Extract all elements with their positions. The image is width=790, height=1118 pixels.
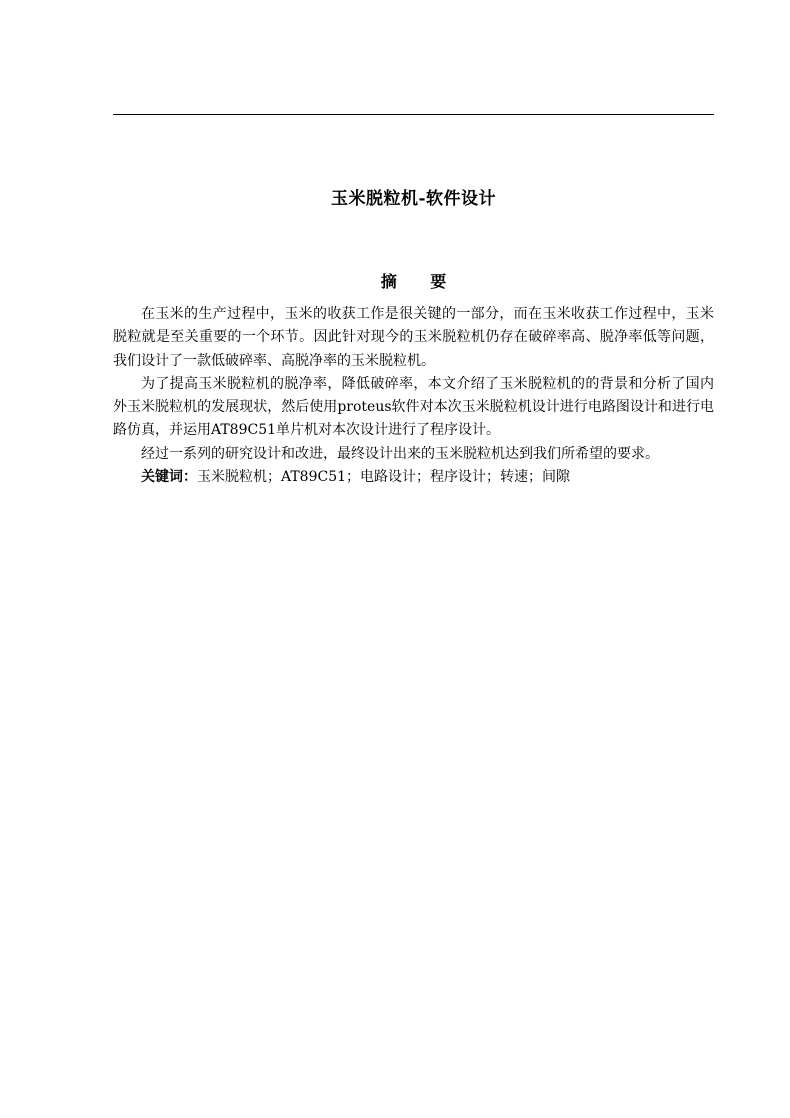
abstract-heading: 摘 要 [380, 272, 461, 291]
abstract-paragraph: 为了提高玉米脱粒机的脱净率，降低破碎率，本文介绍了玉米脱粒机的的背景和分析了国内外玉米脱粒机的发展现状，然后使用proteus软件对本次玉米脱粒机设计进行电路图设计和进行电路仿真，并运用AT89C51单片机对本次设计进行了程序设计。 [113, 375, 714, 439]
document-title: 玉米脱粒机-软件设计 [330, 189, 497, 209]
keywords-text: 玉米脱粒机；AT89C51；电路设计；程序设计；转速；间隙 [197, 469, 571, 486]
keywords-label: 关键词： [141, 469, 197, 486]
abstract-paragraph: 在玉米的生产过程中，玉米的收获工作是很关键的一部分，而在玉米收获工作过程中，玉米脱粒就是至关重要的一个环节。因此针对现今的玉米脱粒机仍存在破碎率高、脱净率低等问题，我们设计了一款低破碎率、高脱净率的玉米脱粒机。 [113, 306, 714, 369]
abstract-body [113, 303, 714, 489]
header-rule [113, 114, 714, 115]
abstract-paragraph: 经过一系列的研究设计和改进，最终设计出来的玉米脱粒机达到我们所希望的要求。 [141, 445, 659, 462]
keywords-line [113, 466, 714, 489]
